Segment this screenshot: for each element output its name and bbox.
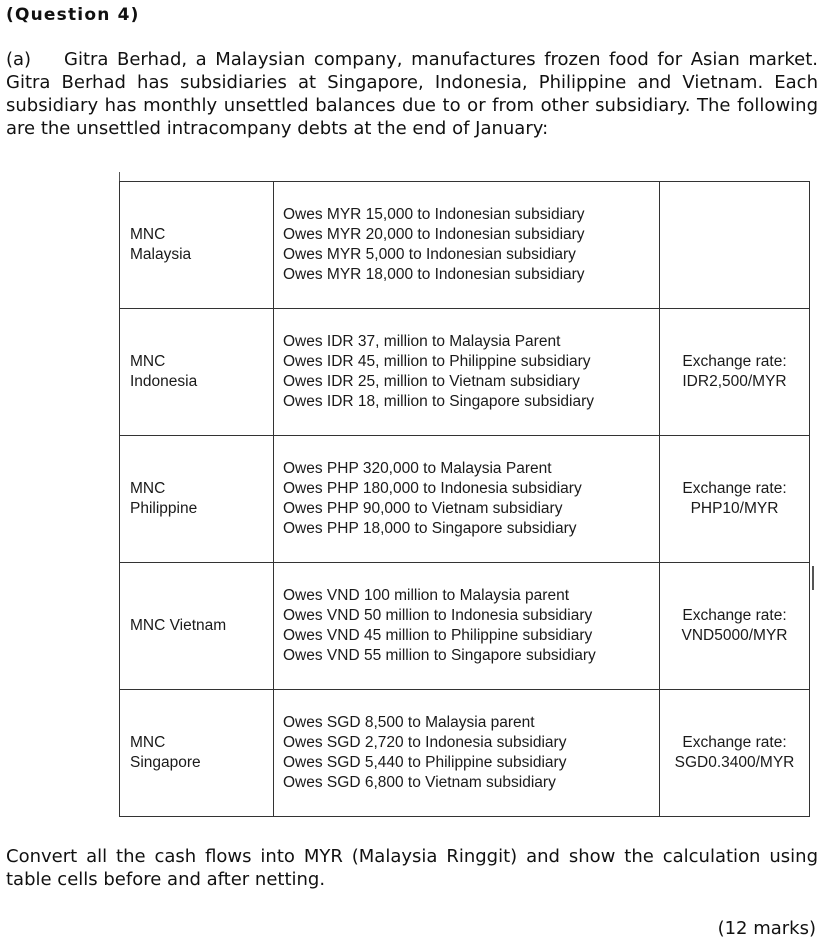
debt-line: Owes VND 50 million to Indonesia subsidiary xyxy=(283,607,593,624)
debts-cell xyxy=(274,182,660,309)
debt-line: Owes SGD 2,720 to Indonesia subsidiary xyxy=(283,734,567,751)
debt-line: Owes IDR 18, million to Singapore subsidiary xyxy=(283,393,594,410)
intro-text: Gitra Berhad, a Malaysian company, manufactures frozen food for Asian market. Gitra Berhad has subsidiaries at Singapore, Indonesia, Philippine and Vietnam. Each subsidiary has monthly unsettled balances due to or from other subsidiary. The following are the unsettled intracompany debts at the end of January: xyxy=(6,49,818,139)
debt-line: Owes PHP 18,000 to Singapore subsidiary xyxy=(283,520,577,537)
debt-line: Owes MYR 20,000 to Indonesian subsidiary xyxy=(283,226,585,243)
scan-tick-mark xyxy=(119,172,120,181)
debt-line: Owes IDR 37, million to Malaysia Parent xyxy=(283,333,561,350)
scan-tick-mark xyxy=(812,566,814,590)
debt-line: Owes SGD 5,440 to Philippine subsidiary xyxy=(283,754,567,771)
exchange-rate-cell: Exchange rate: SGD0.3400/MYR xyxy=(660,690,810,817)
debts-cell xyxy=(274,436,660,563)
exchange-rate-cell xyxy=(660,182,810,309)
table-row xyxy=(120,563,810,690)
debt-line: Owes IDR 45, million to Philippine subsidiary xyxy=(283,353,591,370)
intracompany-debts-table xyxy=(119,181,810,817)
debt-line: Owes MYR 5,000 to Indonesian subsidiary xyxy=(283,246,576,263)
debt-line: Owes MYR 15,000 to Indonesian subsidiary xyxy=(283,206,585,223)
question-title: (Question 4) xyxy=(6,5,140,25)
debt-line: Owes MYR 18,000 to Indonesian subsidiary xyxy=(283,266,585,283)
debt-line: Owes PHP 320,000 to Malaysia Parent xyxy=(283,460,552,477)
debt-line: Owes VND 45 million to Philippine subsidiary xyxy=(283,627,593,644)
debt-line: Owes SGD 6,800 to Vietnam subsidiary xyxy=(283,774,556,791)
debt-line: Owes VND 100 million to Malaysia parent xyxy=(283,587,570,604)
entity-cell: MNC Vietnam xyxy=(120,563,274,690)
debts-cell xyxy=(274,563,660,690)
entity-cell: MNC Malaysia xyxy=(120,182,274,309)
debt-line: Owes IDR 25, million to Vietnam subsidiary xyxy=(283,373,580,390)
exchange-rate-cell: Exchange rate: PHP10/MYR xyxy=(660,436,810,563)
marks-label: (12 marks) xyxy=(717,918,816,939)
entity-cell: MNC Indonesia xyxy=(120,309,274,436)
table-row xyxy=(120,309,810,436)
part-label: (a) xyxy=(6,49,32,70)
entity-cell: MNC Singapore xyxy=(120,690,274,817)
debt-line: Owes VND 55 million to Singapore subsidiary xyxy=(283,647,596,664)
entity-cell: MNC Philippine xyxy=(120,436,274,563)
exchange-rate-cell: Exchange rate: VND5000/MYR xyxy=(660,563,810,690)
table-row xyxy=(120,436,810,563)
debt-line: Owes SGD 8,500 to Malaysia parent xyxy=(283,714,535,731)
debt-line: Owes PHP 90,000 to Vietnam subsidiary xyxy=(283,500,563,517)
debts-cell xyxy=(274,690,660,817)
debt-line: Owes PHP 180,000 to Indonesia subsidiary xyxy=(283,480,582,497)
exchange-rate-cell: Exchange rate: IDR2,500/MYR xyxy=(660,309,810,436)
table-row xyxy=(120,690,810,817)
table-row xyxy=(120,182,810,309)
intro-paragraph xyxy=(6,48,818,140)
debts-cell xyxy=(274,309,660,436)
instruction-paragraph: Convert all the cash flows into MYR (Malaysia Ringgit) and show the calculation using table cells before and after netting. xyxy=(6,846,818,890)
